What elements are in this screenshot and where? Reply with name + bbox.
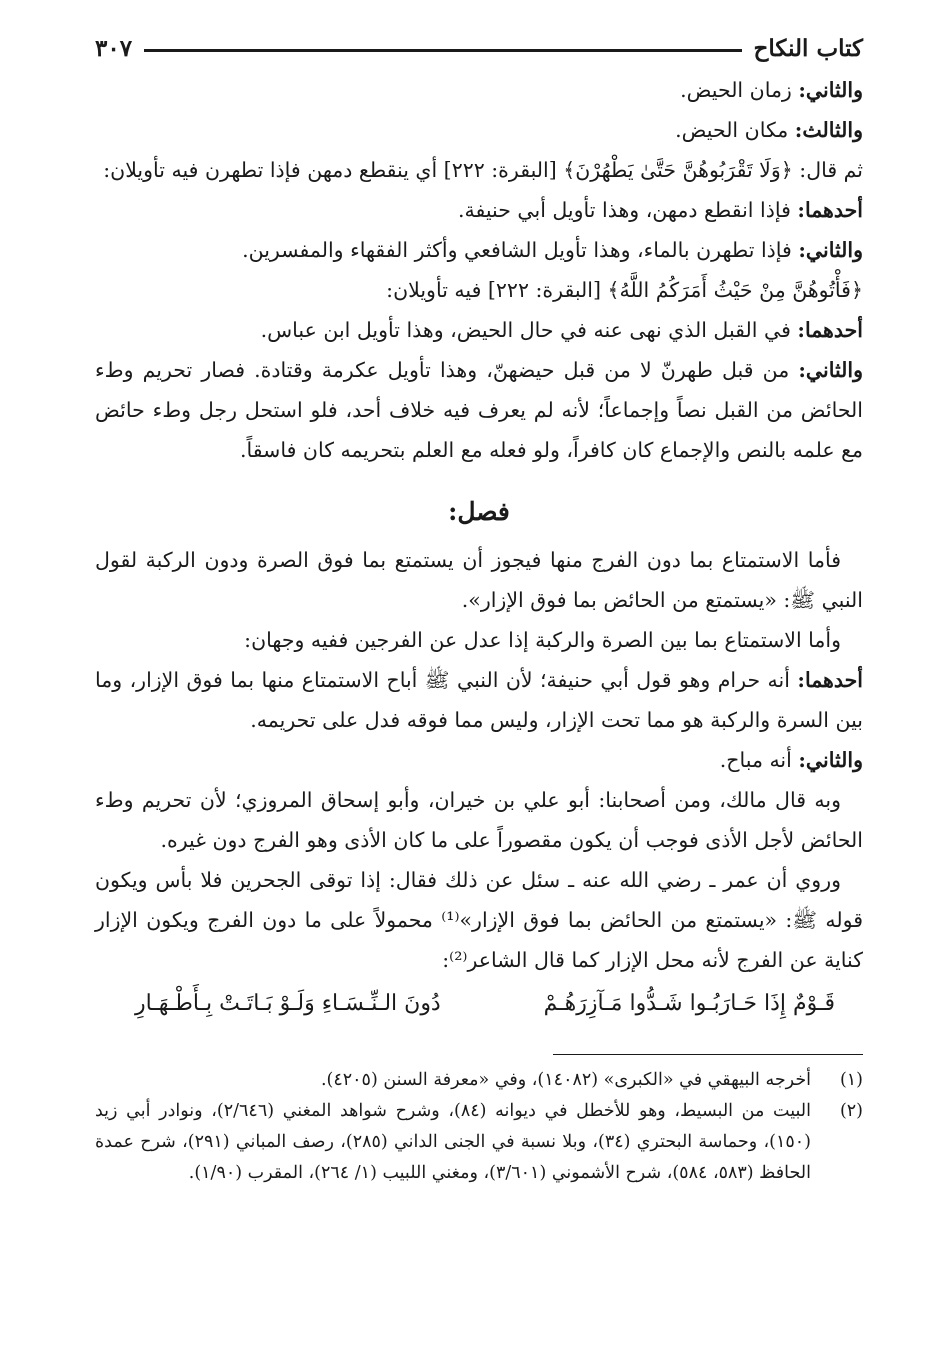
paragraph-text: ثم قال: ﴿وَلَا تَقْرَبُوهُنَّ حَتَّىٰ يَطْهُرْنَ﴾ [البقرة: ٢٢٢] أي ينقطع دمهن فإذا تطهرن فيه تأويلان:: [103, 158, 863, 182]
running-header: [95, 26, 863, 70]
paragraph: [95, 110, 863, 150]
footnote: [95, 1096, 863, 1189]
paragraph-label: أحدهما:: [797, 668, 863, 692]
paragraph-label: أحدهما:: [797, 318, 863, 342]
paragraph: [95, 540, 863, 620]
paragraph-label: والثاني:: [798, 748, 863, 772]
paragraph-text: أنه مباح.: [719, 748, 799, 772]
paragraph-text: وأما الاستمتاع بما بين الصرة والركبة إذا عدل عن الفرجين ففيه وجهان:: [244, 628, 841, 652]
main-text: [95, 70, 863, 1026]
paragraph: [95, 740, 863, 780]
verse-first-hemistich: قَـوْمٌ إِذَا حَـارَبُـوا شَـدُّوا مَـآزِرَهُـمْ: [543, 991, 835, 1016]
paragraph: [95, 310, 863, 350]
paragraph-text: وبه قال مالك، ومن أصحابنا: أبو علي بن خيران، وأبو إسحاق المروزي؛ لأن تحريم وطء الحائض لأجل الأذى فوجب أن يكون مقصوراً على ما كان الأذى وهو الفرج دون غيره.: [95, 788, 863, 852]
footnotes: [95, 1065, 863, 1189]
paragraph-text: في القبل الذي نهى عنه في حال الحيض، وهذا تأويل ابن عباس.: [260, 318, 798, 342]
paragraph: [95, 190, 863, 230]
paragraph-label: أحدهما:: [797, 198, 863, 222]
paragraph-text: مكان الحيض.: [675, 118, 795, 142]
paragraph: [95, 620, 863, 660]
section-title: فصل:: [448, 497, 510, 526]
paragraph: [95, 660, 863, 740]
page-number: ٣٠٧: [95, 34, 133, 62]
footnote-number: (٢): [839, 1101, 863, 1121]
paragraph: [95, 780, 863, 860]
paragraph: [95, 860, 863, 980]
verse-second-hemistich: دُونَ الـنِّـسَـاءِ وَلَـوْ بَـاتَـتْ بِـأَطْـهَـارِ: [135, 991, 441, 1016]
paragraph: [95, 150, 863, 190]
footnote-rule: [553, 1054, 863, 1055]
paragraph-label: والثاني:: [798, 238, 863, 262]
section-paragraph-list: [95, 540, 863, 980]
footnote-text: البيت من البسيط، وهو للأخطل في ديوانه (٨٤)، وشرح شواهد المغني (٢/٦٤٦)، ونوادر أبي زيد (١٥٠)، وحماسة البحتري (٣٤)، وبلا نسبة في الجنى الداني (٢٨٥)، رصف المباني (٢٩١)، شرح عمدة الحافظ (٥٨٣، ٥٨٤)، شرح الأشموني (٣/٦٠١)، ومغني اللبيب (١/ ٢٦٤)، المقرب (١/٩٠).: [95, 1101, 811, 1183]
footnote: [95, 1065, 863, 1096]
paragraph-text: من قبل طهرنّ لا من قبل حيضهنّ، وهذا تأويل عكرمة وقتادة. فصار تحريم وطء الحائض من القبل نصاً وإجماعاً؛ لأنه لم يعرف فيه خلاف أحد، فلو استحل رجل وطء حائض مع علمه بالنص والإجماع كان كافراً، ولو فعله مع العلم بتحريمه كان فاسقاً.: [95, 358, 863, 462]
footnote-text: أخرجه البيهقي في «الكبرى» (١٤٠٨٢)، وفي «معرفة السنن (٤٢٠٥).: [320, 1070, 811, 1090]
paragraph-text: وروي أن عمر ـ رضي الله عنه ـ سئل عن ذلك فقال: إذا توقى الجحرين فلا بأس ويكون قوله ﷺ: «يستمتع من الحائض بما فوق الإزار»⁽¹⁾ محمولاً على ما دون الفرج ويكون الإزار كناية عن الفرج لأنه محل الإزار كما قال الشاعر⁽²⁾:: [95, 868, 863, 972]
paragraph: [95, 350, 863, 470]
paragraph-text: زمان الحيض.: [680, 78, 799, 102]
paragraph-text: أنه حرام وهو قول أبي حنيفة؛ لأن النبي ﷺ أباح الاستمتاع منها بما فوق الإزار، وما بين السرة والركبة هو مما تحت الإزار، وليس مما فوقه فدل على تحريمه.: [95, 668, 863, 732]
paragraph-text: فإذا انقطع دمهن، وهذا تأويل أبي حنيفة.: [457, 198, 798, 222]
paragraph: [95, 70, 863, 110]
paragraph-text: فإذا تطهرن بالماء، وهذا تأويل الشافعي وأكثر الفقهاء والمفسرين.: [242, 238, 799, 262]
paragraph-continuation: ﴿فَأْتُوهُنَّ مِنْ حَيْثُ أَمَرَكُمُ اللَّهُ﴾ [البقرة: ٢٢٢] فيه تأويلان:: [386, 278, 863, 302]
header-rule: [144, 49, 741, 52]
paragraph-label: والثاني:: [798, 358, 863, 382]
poetry-verse: [95, 982, 863, 1026]
footnote-number: (١): [839, 1070, 863, 1090]
paragraph-text: فأما الاستمتاع بما دون الفرج منها فيجوز أن يستمتع بما فوق الصرة ودون الركبة لقول النبي ﷺ: «يستمتع من الحائض بما فوق الإزار».: [95, 548, 863, 612]
paragraph-list: [95, 70, 863, 470]
paragraph: [95, 230, 863, 310]
paragraph-label: والثاني:: [798, 78, 863, 102]
paragraph-label: والثالث:: [794, 118, 863, 142]
book-title: كتاب النكاح: [753, 34, 863, 62]
